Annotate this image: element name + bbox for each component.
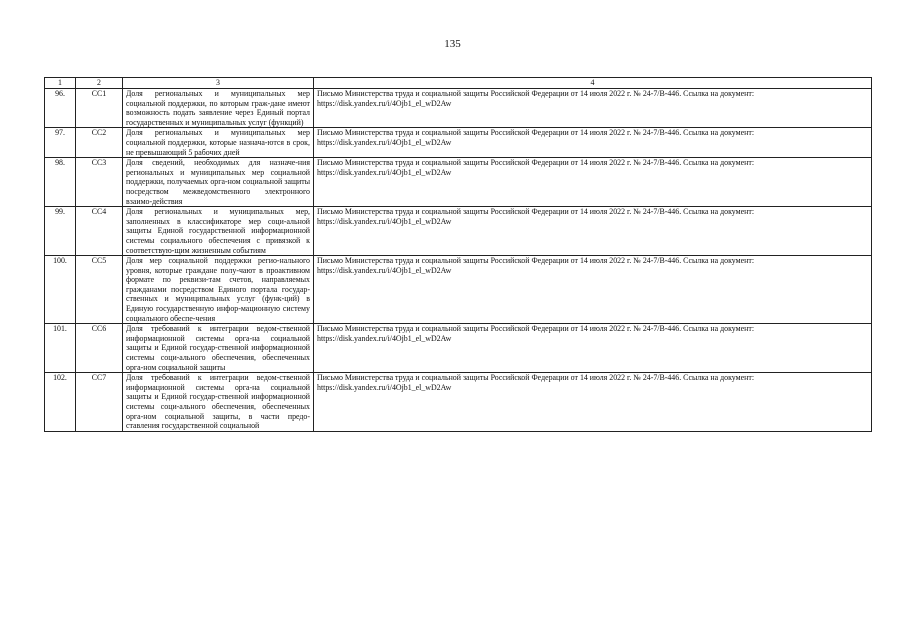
indicator-description: Доля региональных и муниципальных мер социальной поддержки, которые назнача-ются в срок, не превышающий 5 рабочих дней: [123, 128, 314, 158]
indicator-code: CC1: [76, 89, 123, 128]
row-number: 100.: [45, 256, 76, 324]
indicator-description: Доля сведений, необходимых для назначе-ния региональных и муниципальных мер социальной поддержки, получаемых орга-ном социальной защиты посредством межведомственного электронного взаимо-действия: [123, 158, 314, 207]
indicator-code: CC5: [76, 256, 123, 324]
table-body: [45, 89, 872, 432]
header-col-2: 2: [76, 78, 123, 89]
header-col-4: 4: [314, 78, 872, 89]
indicator-source: Письмо Министерства труда и социальной защиты Российской Федерации от 14 июля 2022 г. № 24-7/В-446. Ссылка на документ: https://disk.yandex.ru/i/4Ojb1_el_wD2Aw: [314, 256, 872, 324]
table-row: [45, 373, 872, 432]
table-row: [45, 324, 872, 373]
row-number: 96.: [45, 89, 76, 128]
table-row: [45, 128, 872, 158]
indicator-source: Письмо Министерства труда и социальной защиты Российской Федерации от 14 июля 2022 г. № 24-7/В-446. Ссылка на документ: https://disk.yandex.ru/i/4Ojb1_el_wD2Aw: [314, 89, 872, 128]
indicator-table: [44, 77, 872, 432]
indicator-description: Доля требований к интеграции ведом-ственной информационной системы орга-на социальной защиты и Единой государ-ственной информационной системы соци-ального обеспечения, обеспеченных орга-ном социальной защиты: [123, 324, 314, 373]
indicator-source: Письмо Министерства труда и социальной защиты Российской Федерации от 14 июля 2022 г. № 24-7/В-446. Ссылка на документ: https://disk.yandex.ru/i/4Ojb1_el_wD2Aw: [314, 324, 872, 373]
indicator-code: CC6: [76, 324, 123, 373]
table-row: [45, 158, 872, 207]
indicator-description: Доля требований к интеграции ведом-ственной информационной системы орга-на социальной защиты и Единой государ-ственной информационной системы соци-ального обеспечения, обеспеченных орга-ном социальной защиты, в части предо-ставления государственной социальной: [123, 373, 314, 432]
indicator-code: CC7: [76, 373, 123, 432]
row-number: 97.: [45, 128, 76, 158]
indicator-code: CC3: [76, 158, 123, 207]
table-row: [45, 89, 872, 128]
indicator-source: Письмо Министерства труда и социальной защиты Российской Федерации от 14 июля 2022 г. № 24-7/В-446. Ссылка на документ: https://disk.yandex.ru/i/4Ojb1_el_wD2Aw: [314, 128, 872, 158]
row-number: 98.: [45, 158, 76, 207]
table-row: [45, 207, 872, 256]
indicator-description: Доля региональных и муниципальных мер социальной поддержки, по которым граж-дане имеют возможность подать заявление через Единый портал государственных и муниципальных услуг (функций): [123, 89, 314, 128]
row-number: 99.: [45, 207, 76, 256]
header-col-1: 1: [45, 78, 76, 89]
header-col-3: 3: [123, 78, 314, 89]
header-row: [45, 78, 872, 89]
indicator-description: Доля мер социальной поддержки регио-нального уровня, которые граждане полу-чают в проактивном формате по реквизи-там счетов, направляемых гражданами посредством Единого портала государ-ственных и муниципальных услуг (функ-ций) в Единую государственную инфор-мационную систему социального обеспе-чения: [123, 256, 314, 324]
row-number: 102.: [45, 373, 76, 432]
indicator-source: Письмо Министерства труда и социальной защиты Российской Федерации от 14 июля 2022 г. № 24-7/В-446. Ссылка на документ: https://disk.yandex.ru/i/4Ojb1_el_wD2Aw: [314, 207, 872, 256]
page-number: 135: [444, 38, 461, 50]
table-header: [45, 78, 872, 89]
indicator-code: CC4: [76, 207, 123, 256]
indicator-source: Письмо Министерства труда и социальной защиты Российской Федерации от 14 июля 2022 г. № 24-7/В-446. Ссылка на документ: https://disk.yandex.ru/i/4Ojb1_el_wD2Aw: [314, 373, 872, 432]
row-number: 101.: [45, 324, 76, 373]
indicator-description: Доля региональных и муниципальных мер, заполненных в классификаторе мер соци-альной защиты Единой государственной информационной системы социального обеспечения с привязкой к соответствую-щим жизненным событиям: [123, 207, 314, 256]
table-row: [45, 256, 872, 324]
indicator-code: CC2: [76, 128, 123, 158]
indicator-source: Письмо Министерства труда и социальной защиты Российской Федерации от 14 июля 2022 г. № 24-7/В-446. Ссылка на документ: https://disk.yandex.ru/i/4Ojb1_el_wD2Aw: [314, 158, 872, 207]
